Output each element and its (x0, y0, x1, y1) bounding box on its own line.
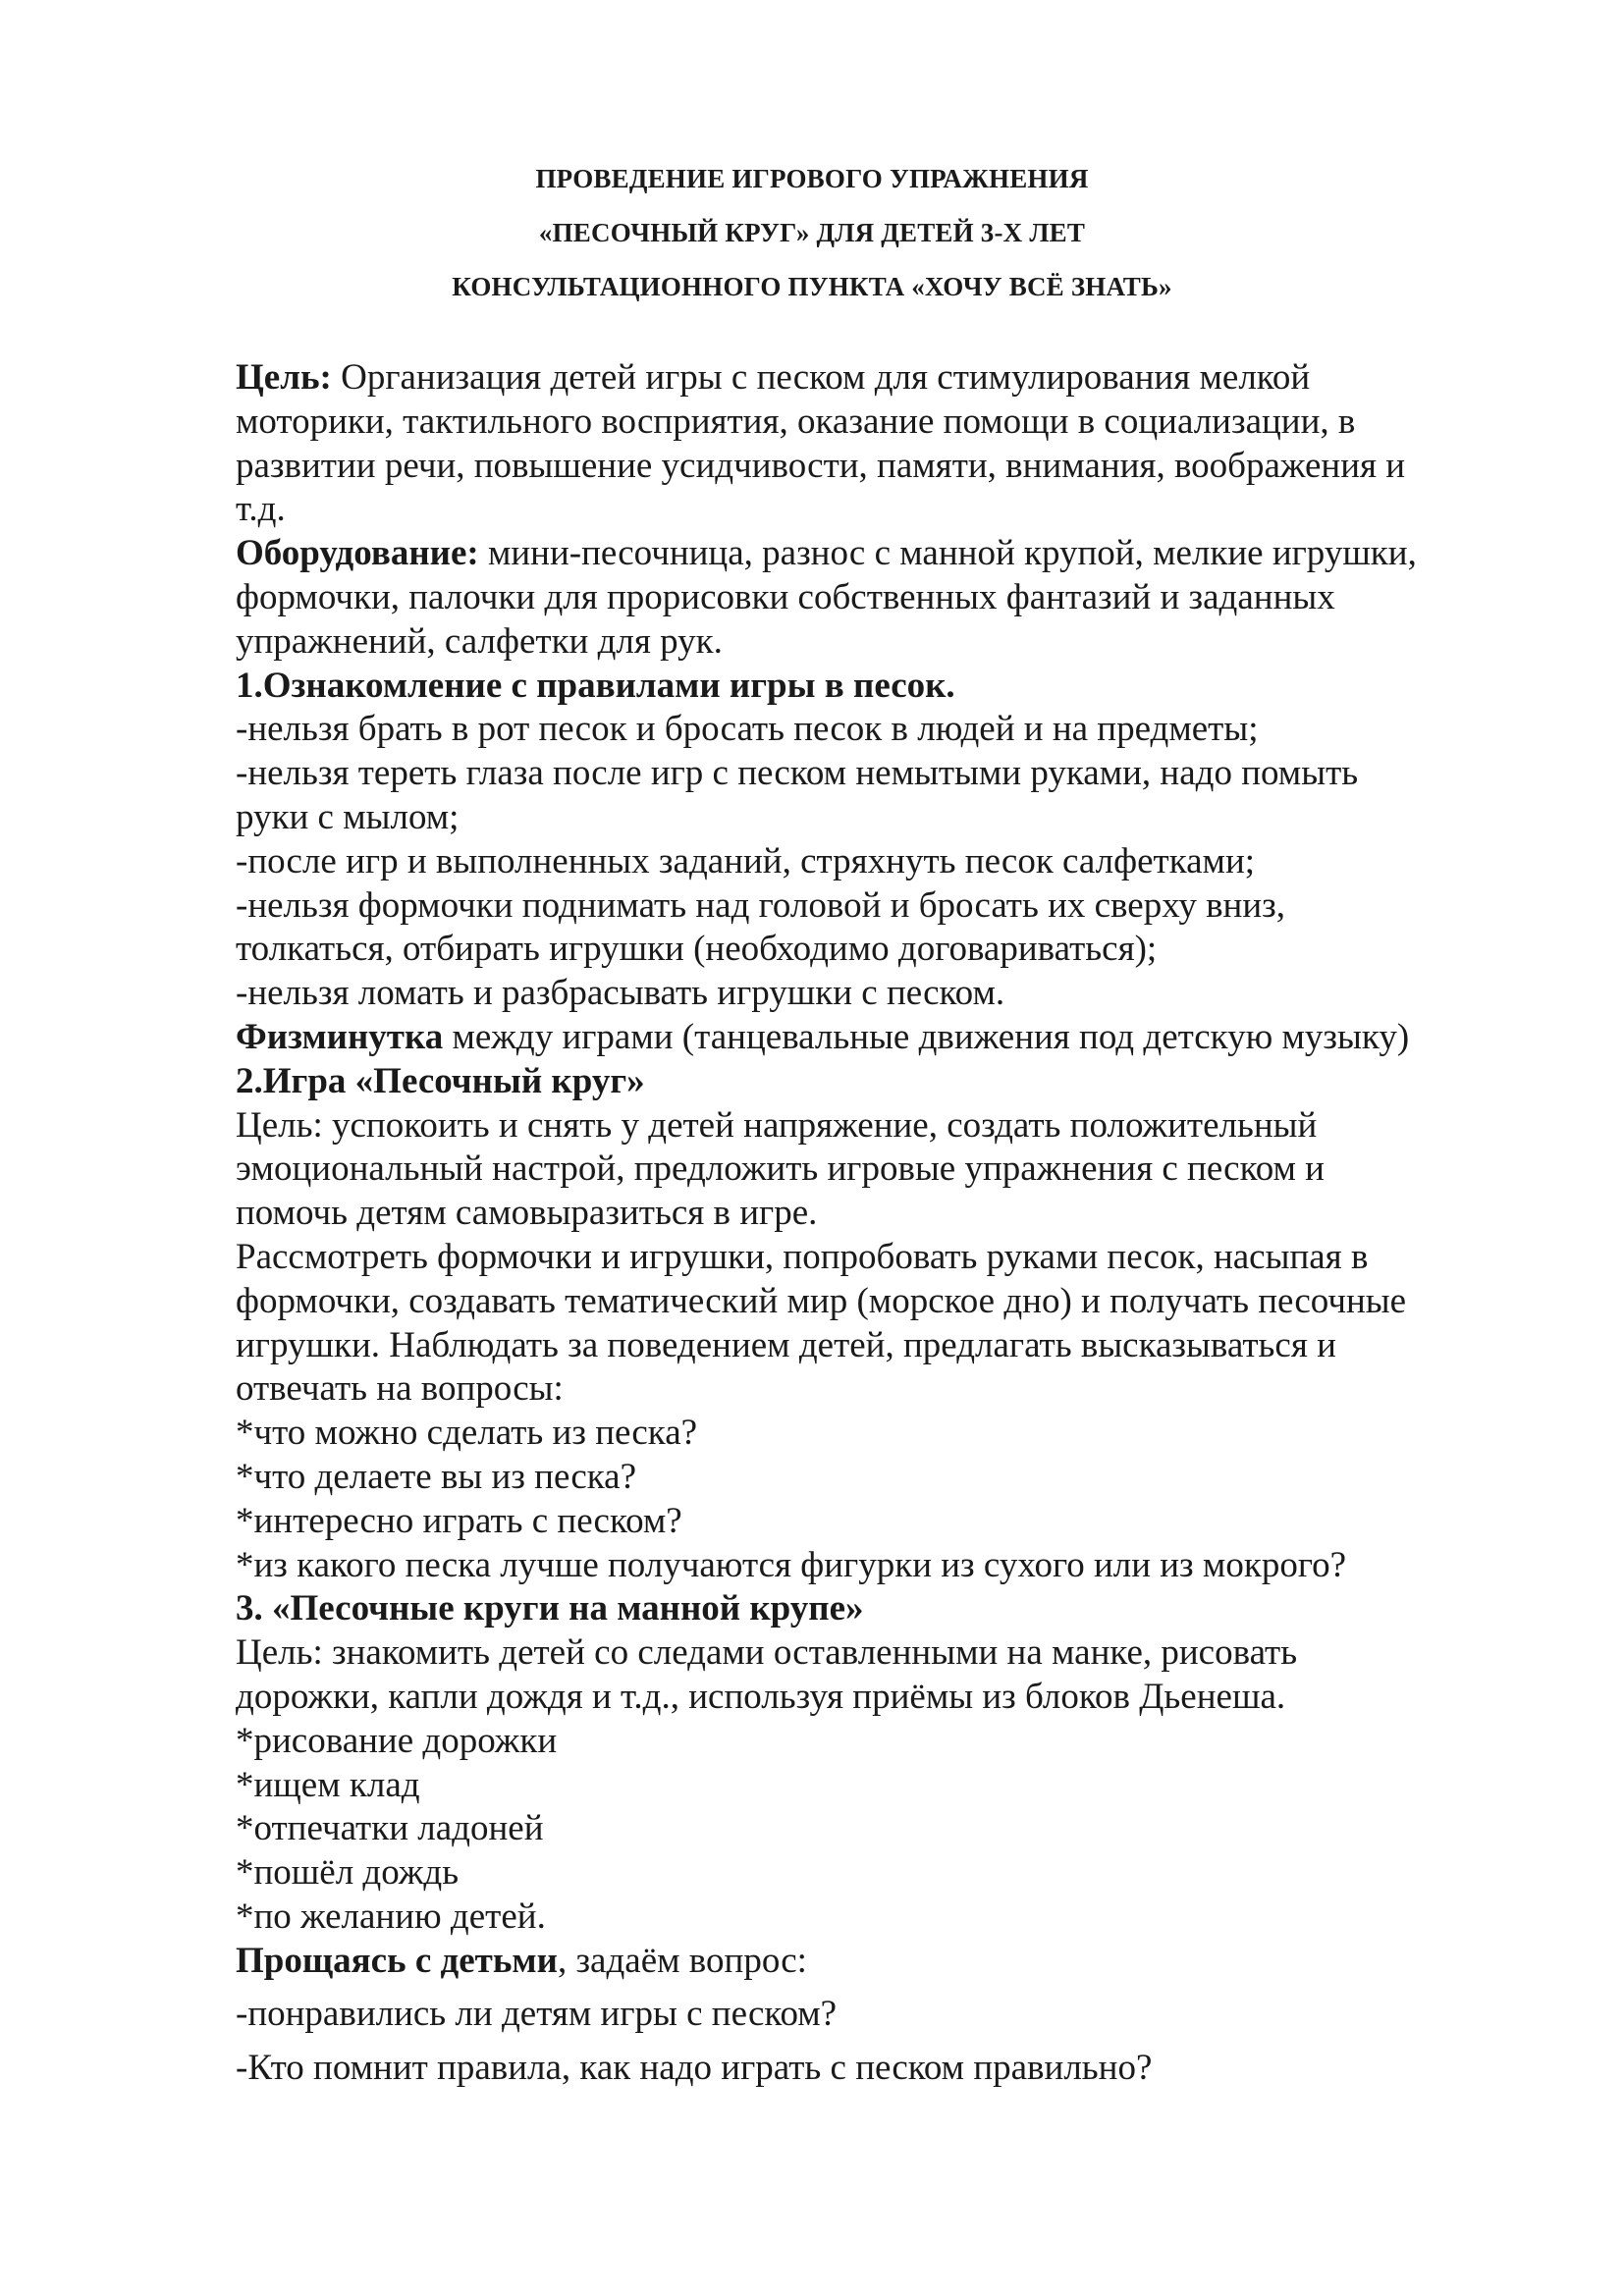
section3-line: Цель: знакомить детей со следами оставленными на манке, рисовать (236, 1632, 1298, 1674)
equipment-label: Оборудование: (236, 533, 479, 574)
equipment-text: мини-песочница, разнос с манной крупой, мелкие игрушки, (478, 533, 1417, 574)
question-item: *из какого песка лучше получаются фигурки из сухого или из мокрого? (236, 1544, 1346, 1585)
equipment-text-line: упражнений, салфетки для рук. (236, 620, 723, 662)
goal-text-line: развитии речи, повышение усидчивости, памяти, внимания, воображения и (236, 445, 1406, 486)
fizminutka-label: Физминутка (236, 1016, 444, 1057)
farewell-question: -понравились ли детям игры с песком? (236, 1994, 838, 2035)
section2-line: отвечать на вопросы: (236, 1368, 564, 1410)
goal-text-line: моторики, тактильного восприятия, оказание помощи в социализации, в (236, 400, 1356, 442)
rule-line: -после игр и выполненных заданий, стряхнуть песок салфетками; (236, 840, 1256, 881)
question-item: *что можно сделать из песка? (236, 1413, 698, 1454)
equipment-text-line: формочки, палочки для прорисовки собственных фантазий и заданных (236, 576, 1335, 617)
activity-item: *отпечатки ладоней (236, 1808, 544, 1849)
rule-line: руки с мылом; (236, 796, 460, 837)
question-item: *что делаете вы из песка? (236, 1456, 637, 1497)
document-title (0, 152, 1624, 314)
activity-item: *пошёл дождь (236, 1852, 460, 1894)
section1-heading: 1.Ознакомление с правилами игры в песок. (236, 665, 955, 706)
rule-line: -нельзя тереть глаза после игр с песком немытыми руками, надо помыть (236, 753, 1359, 794)
section2-heading: 2.Игра «Песочный круг» (236, 1060, 645, 1101)
farewell-question: -Кто помнит правила, как надо играть с песком правильно? (236, 2048, 1153, 2089)
rule-line: толкаться, отбирать игрушки (необходимо договариваться); (236, 929, 1158, 970)
rule-line: -нельзя брать в рот песок и бросать песок в людей и на предметы; (236, 709, 1259, 750)
document-body (236, 356, 1502, 2091)
title-line-2: «ПЕСОЧНЫЙ КРУГ» ДЛЯ ДЕТЕЙ 3-Х ЛЕТ (538, 218, 1086, 247)
section2-line: формочки, создавать тематический мир (морское дно) и получать песочные (236, 1280, 1407, 1321)
title-line-3: КОНСУЛЬТАЦИОННОГО ПУНКТА «ХОЧУ ВСЁ ЗНАТЬ» (452, 272, 1172, 301)
activity-item: *ищем клад (236, 1764, 420, 1805)
section2-line: эмоциональный настрой, предложить игровые упражнения с песком и (236, 1148, 1325, 1190)
section3-line: дорожки, капли дождя и т.д., используя приёмы из блоков Дьенеша. (236, 1676, 1286, 1717)
equipment-paragraph-line (236, 532, 1502, 576)
farewell-label: Прощаясь с детьми (236, 1940, 558, 1981)
section3-heading: 3. «Песочные круги на манной крупе» (236, 1588, 864, 1629)
goal-label: Цель: (236, 357, 332, 398)
rule-line: -нельзя ломать и разбрасывать игрушки с песком. (236, 973, 1005, 1014)
section2-line: Рассмотреть формочки и игрушки, попробовать руками песок, насыпая в (236, 1236, 1369, 1277)
goal-text: Организация детей игры с песком для стимулирования мелкой (331, 357, 1311, 398)
activity-item: *по желанию детей. (236, 1896, 546, 1937)
fizminutka-line (236, 1016, 1502, 1060)
activity-item: *рисование дорожки (236, 1720, 558, 1761)
title-line-1: ПРОВЕДЕНИЕ ИГРОВОГО УПРАЖНЕНИЯ (535, 164, 1089, 193)
section2-line: игрушки. Наблюдать за поведением детей, предлагать высказываться и (236, 1324, 1336, 1365)
section2-line: Цель: успокоить и снять у детей напряжение, создать положительный (236, 1104, 1318, 1146)
question-item: *интересно играть с песком? (236, 1500, 682, 1541)
rule-line: -нельзя формочки поднимать над головой и бросать их сверху вниз, (236, 884, 1286, 926)
goal-paragraph-line (236, 356, 1502, 400)
fizminutka-text: между играми (танцевальные движения под детскую музыку) (443, 1016, 1410, 1057)
section2-line: помочь детям самовыразиться в игре. (236, 1193, 818, 1234)
farewell-text: , задаём вопрос: (557, 1940, 807, 1981)
goal-text-line: т.д. (236, 489, 286, 530)
farewell-line (236, 1940, 1502, 1984)
